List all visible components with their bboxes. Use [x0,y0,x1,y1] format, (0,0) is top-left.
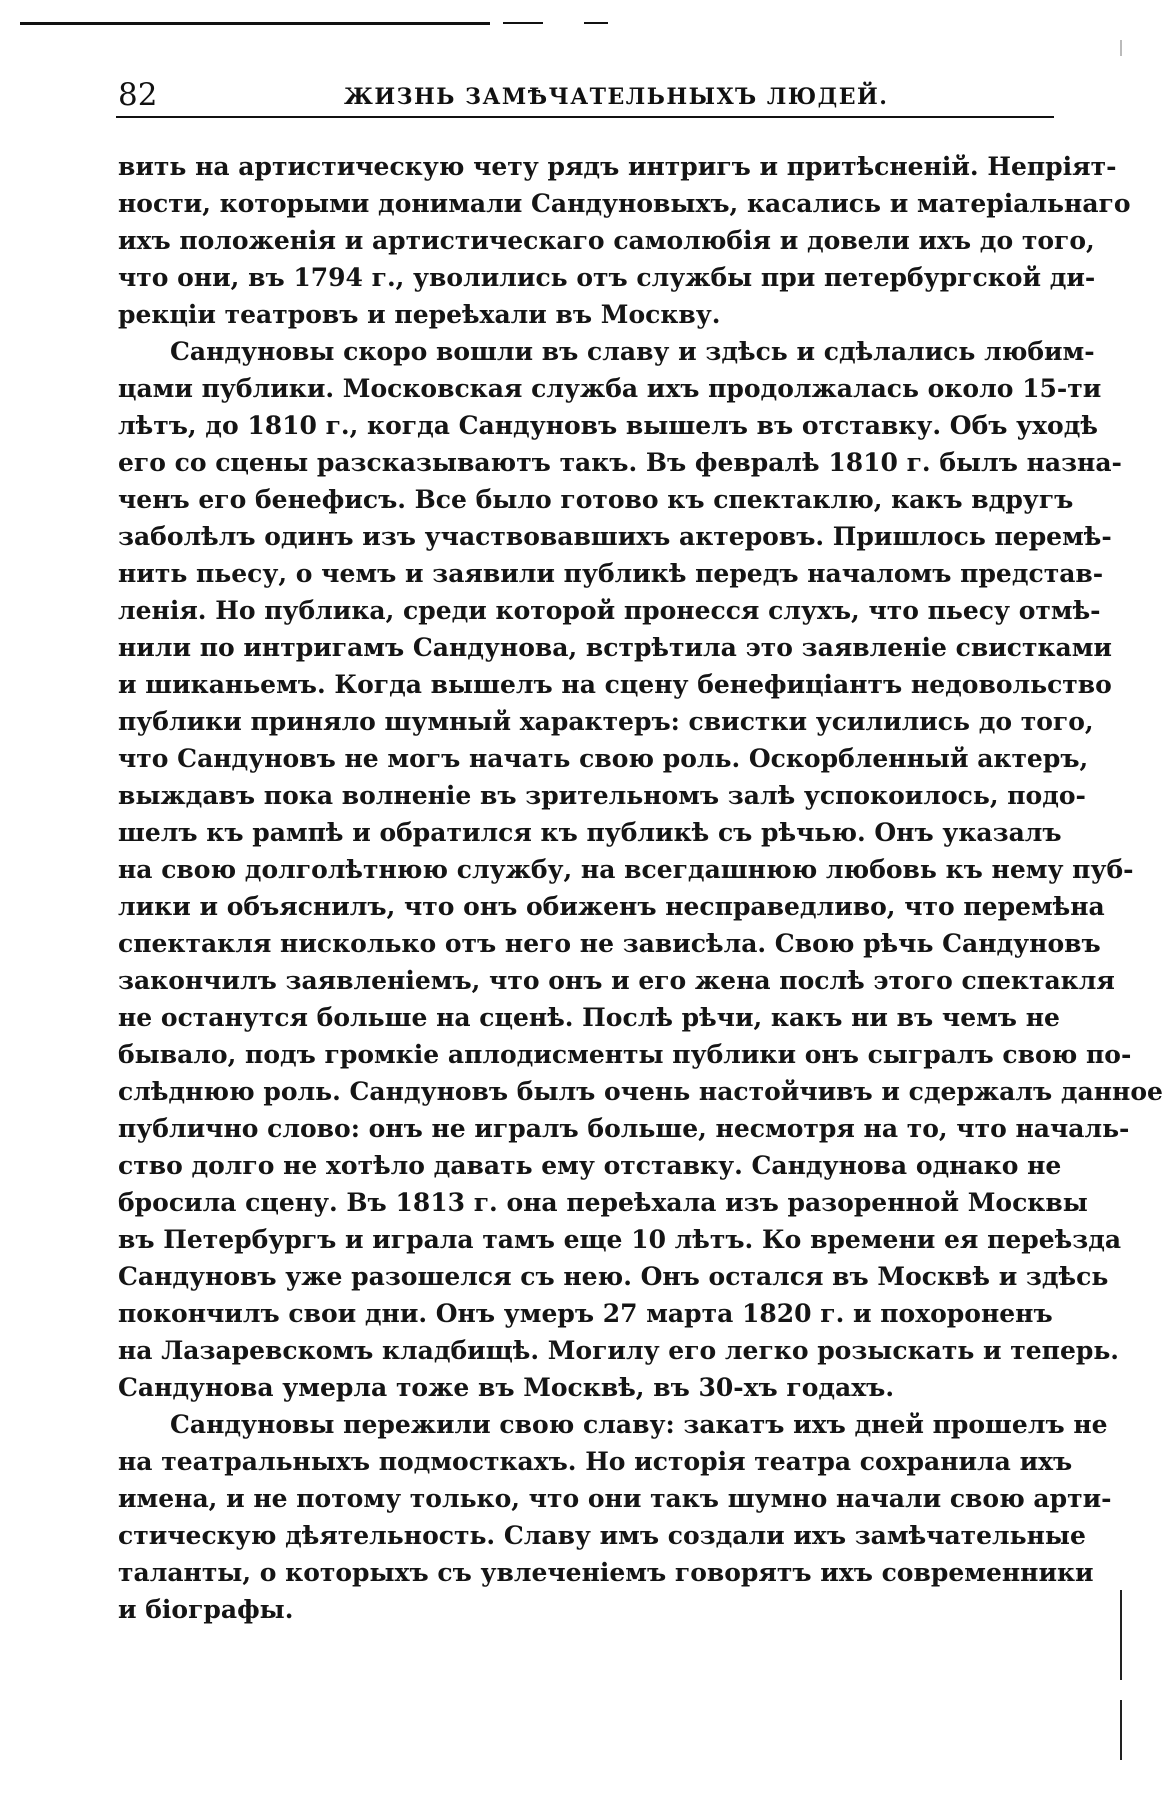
text-line: спектакля нисколько отъ него не зависѣла. Свою рѣчь Сандуновъ [118,929,1101,958]
text-line: ченъ его бенефисъ. Все было готово къ спектаклю, какъ вдругъ [118,485,1074,514]
top-decorative-rule [20,22,490,25]
top-decorative-rule-dash [503,22,543,24]
text-line: вить на артистическую чету рядъ интригъ и притѣсненій. Непріят- [118,152,1117,181]
text-line: въ Петербургъ и играла тамъ еще 10 лѣтъ. Ко времени ея переѣзда [118,1225,1122,1254]
text-line: публично слово: онъ не игралъ больше, несмотря на то, что началь- [118,1114,1130,1143]
text-line: ихъ положенія и артистическаго самолюбія и довели ихъ до того, [118,226,1095,255]
text-line: что Сандуновъ не могъ начать свою роль. Оскорбленный актеръ, [118,744,1089,773]
running-title: ЖИЗНЬ ЗАМѢЧАТЕЛЬНЫХЪ ЛЮДЕЙ. [344,84,889,110]
text-line: слѣднюю роль. Сандуновъ былъ очень настойчивъ и сдержалъ данное [118,1077,1163,1106]
text-line: на Лазаревскомъ кладбищѣ. Могилу его легко розыскать и теперь. [118,1336,1120,1365]
text-line: бросила сцену. Въ 1813 г. она переѣхала изъ разоренной Москвы [118,1188,1088,1217]
text-line: закончилъ заявленіемъ, что онъ и его жена послѣ этого спектакля [118,966,1115,995]
text-line: и біографы. [118,1595,294,1624]
top-decorative-rule-dash [584,22,608,24]
text-line: на театральныхъ подмосткахъ. Но исторія театра сохранила ихъ [118,1447,1073,1476]
text-line: шелъ къ рампѣ и обратился къ публикѣ съ рѣчью. Онъ указалъ [118,818,1062,847]
body-text [118,148,1163,1628]
text-line: и шиканьемъ. Когда вышелъ на сцену бенефиціантъ недовольство [118,670,1112,699]
text-line: Сандунова умерла тоже въ Москвѣ, въ 30-хъ годахъ. [118,1373,895,1402]
margin-mark [1120,1590,1122,1680]
text-line: Сандуновъ уже разошелся съ нею. Онъ остался въ Москвѣ и здѣсь [118,1262,1109,1291]
text-line: ство долго не хотѣло давать ему отставку. Сандунова однако не [118,1151,1062,1180]
text-line: публики приняло шумный характеръ: свистки усилились до того, [118,707,1094,736]
text-line: покончилъ свои дни. Онъ умеръ 27 марта 1820 г. и похороненъ [118,1299,1053,1328]
text-line: бывало, подъ громкіе аплодисменты публики онъ сыгралъ свою по- [118,1040,1132,1069]
text-line: цами публики. Московская служба ихъ продолжалась около 15-ти [118,374,1102,403]
header-rule [116,116,1054,118]
text-line: ности, которыми донимали Сандуновыхъ, касались и матеріальнаго [118,189,1131,218]
text-line: Сандуновы пережили свою славу: закатъ ихъ дней прошелъ не [170,1410,1108,1439]
page-number: 82 [118,77,158,113]
text-line: нить пьесу, о чемъ и заявили публикѣ передъ началомъ представ- [118,559,1104,588]
text-line: стическую дѣятельность. Славу имъ создали ихъ замѣчательные [118,1521,1086,1550]
page-header [116,76,1054,116]
text-line: его со сцены разсказываютъ такъ. Въ февралѣ 1810 г. былъ назна- [118,448,1122,477]
text-line: рекціи театровъ и переѣхали въ Москву. [118,300,721,329]
margin-mark [1120,1700,1122,1760]
text-line: на свою долголѣтнюю службу, на всегдашнюю любовь къ нему пуб- [118,855,1134,884]
text-line: лѣтъ, до 1810 г., когда Сандуновъ вышелъ въ отставку. Объ уходѣ [118,411,1098,440]
text-line: лики и объяснилъ, что онъ обиженъ несправедливо, что перемѣна [118,892,1105,921]
text-line: таланты, о которыхъ съ увлеченіемъ говорятъ ихъ современники [118,1558,1094,1587]
text-line: ленія. Но публика, среди которой пронесся слухъ, что пьесу отмѣ- [118,596,1101,625]
text-line: не останутся больше на сценѣ. Послѣ рѣчи, какъ ни въ чемъ не [118,1003,1060,1032]
text-line: Сандуновы скоро вошли въ славу и здѣсь и сдѣлались любим- [170,337,1095,366]
text-line: выждавъ пока волненіе въ зрительномъ залѣ успокоилось, подо- [118,781,1086,810]
text-line: имена, и не потому только, что они такъ шумно начали свою арти- [118,1484,1112,1513]
margin-mark [1120,40,1122,56]
text-line: что они, въ 1794 г., уволились отъ службы при петербургской ди- [118,263,1096,292]
text-line: заболѣлъ одинъ изъ участвовавшихъ актеровъ. Пришлось перемѣ- [118,522,1112,551]
text-line: нили по интригамъ Сандунова, встрѣтила это заявленіе свистками [118,633,1112,662]
